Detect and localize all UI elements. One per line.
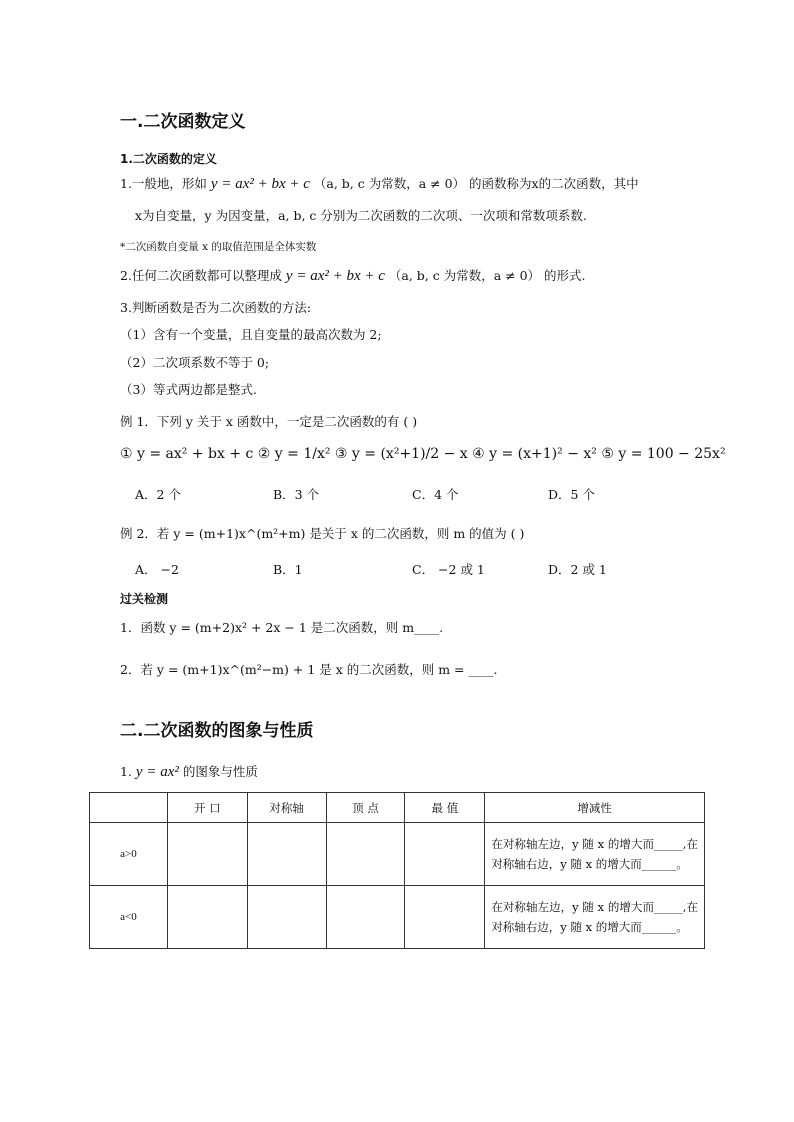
example1-question: 例 1．下列 y 关于 x 函数中，一定是二次函数的有 ( ) xyxy=(120,414,418,429)
table-header-cell: 顶 点 xyxy=(326,793,405,823)
table-header-cell xyxy=(90,793,168,823)
example2-option-b: B．1 xyxy=(273,562,303,577)
table-cell xyxy=(405,823,485,886)
table-header-cell: 最 值 xyxy=(405,793,485,823)
table-header-cell: 对称轴 xyxy=(247,793,326,823)
table-cell xyxy=(405,886,485,949)
table-cell xyxy=(247,823,326,886)
check-question-1: 1．函数 y = (m+2)x² + 2x − 1 是二次函数，则 m____. xyxy=(120,620,444,635)
example1-option-c: C．4 个 xyxy=(412,487,459,502)
graph-properties-num: 1. xyxy=(120,764,132,779)
row-label: a>0 xyxy=(90,823,168,886)
check-question-2: 2．若 y = (m+1)x^(m²−m) + 1 是 x 的二次函数，则 m = ____. xyxy=(120,662,498,677)
table-cell xyxy=(167,823,247,886)
definition-text-a: 1.一般地，形如 xyxy=(120,176,207,191)
table-cell xyxy=(247,886,326,949)
graph-properties-title xyxy=(120,764,258,780)
example2-option-c: C． −2 或 1 xyxy=(412,562,485,577)
definition-line2: x为自变量，y 为因变量，a, b, c 分别为二次函数的二次项、一次项和常数项系数. xyxy=(135,208,587,223)
example1-option-d: D．5 个 xyxy=(548,487,595,502)
general-form-a: 2.任何二次函数都可以整理成 xyxy=(120,268,282,283)
row-label: a<0 xyxy=(90,886,168,949)
monotonicity-cell: 在对称轴左边，y 随 x 的增大而_____,在对称轴右边，y 随 x 的增大而______。 xyxy=(485,886,705,949)
general-form-formula: y = ax² + bx + c xyxy=(285,268,385,284)
general-form-b: 的形式. xyxy=(544,268,586,283)
example1-option-a: A．2 个 xyxy=(135,487,181,502)
table-header-cell: 开 口 xyxy=(167,793,247,823)
definition-line1 xyxy=(120,176,639,192)
condition-3: （3）等式两边都是整式. xyxy=(120,382,257,397)
general-form-line xyxy=(120,268,586,284)
table-cell xyxy=(326,823,405,886)
monotonicity-cell: 在对称轴左边，y 随 x 的增大而_____,在对称轴右边，y 随 x 的增大而______。 xyxy=(485,823,705,886)
example2-option-a: A． −2 xyxy=(135,562,179,577)
table-header-row xyxy=(90,793,705,823)
table-cell xyxy=(326,886,405,949)
example1-option-b: B．3 个 xyxy=(273,487,320,502)
table-row xyxy=(90,823,705,886)
condition-1: （1）含有一个变量，且自变量的最高次数为 2; xyxy=(120,327,382,342)
condition-2: （2）二次项系数不等于 0; xyxy=(120,355,270,370)
definition-paren: （a, b, c 为常数，a ≠ 0） xyxy=(313,176,466,191)
section1-heading: 一.二次函数定义 xyxy=(120,112,246,132)
subsection-title: 1.二次函数的定义 xyxy=(120,152,217,166)
section2-heading: 二.二次函数的图象与性质 xyxy=(120,721,314,741)
check-title: 过关检测 xyxy=(120,592,169,606)
graph-properties-text: 的图象与性质 xyxy=(182,764,258,779)
table-cell xyxy=(167,886,247,949)
properties-table xyxy=(89,792,705,949)
definition-text-b: 的函数称为x的二次函数，其中 xyxy=(469,176,639,191)
general-form-paren: （a, b, c 为常数，a ≠ 0） xyxy=(388,268,541,283)
table-row xyxy=(90,886,705,949)
example2-question: 例 2．若 y = (m+1)x^(m²+m) 是关于 x 的二次函数，则 m 的值为 ( ) xyxy=(120,526,525,541)
method-title: 3.判断函数是否为二次函数的方法: xyxy=(120,300,312,315)
quadratic-formula: y = ax² + bx + c xyxy=(210,176,310,192)
graph-properties-formula: y = ax² xyxy=(135,764,179,780)
table-header-cell: 增减性 xyxy=(485,793,705,823)
example2-option-d: D．2 或 1 xyxy=(548,562,607,577)
example1-items: ① y = ax² + bx + c ② y = 1/x² ③ y = (x²+1)/2 − x ④ y = (x+1)² − x² ⑤ y = 100 − 25x² xyxy=(120,446,726,462)
domain-note: *二次函数自变量 x 的取值范围是全体实数 xyxy=(120,241,317,253)
